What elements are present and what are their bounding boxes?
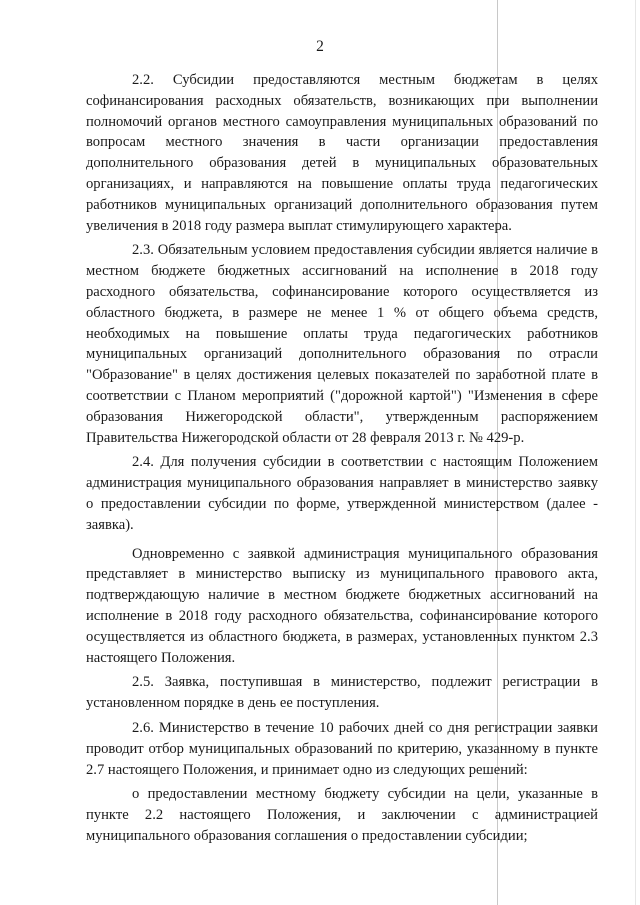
paragraph-2-5: 2.5. Заявка, поступившая в министерство, подлежит регистрации в установленном порядке в день ее поступления. — [86, 674, 598, 712]
document-body — [86, 70, 598, 851]
paragraph-decision-item: о предоставлении местному бюджету субсидии на цели, указанные в пункте 2.2 настоящего Положения, и заключении с администрацией муниципального образования соглашения о предоставлении субсидии; — [86, 786, 598, 844]
paragraph-2-2: 2.2. Субсидии предоставляются местным бюджетам в целях софинансирования расходных обязательств, возникающих при выполнении полномочий органов местного самоуправления муниципальных образований по вопросам местного значения в части организации предоставления дополнительного образования детей в муниципальных образовательных организациях, и направляются на повышение оплаты труда педагогических работников муниципальных организаций дополнительного образования путем увеличения в 2018 году размера выплат стимулирующего характера. — [86, 72, 598, 234]
page-number: 2 — [316, 38, 324, 55]
paragraph-2-4: 2.4. Для получения субсидии в соответствии с настоящим Положением администрация муниципального образования направляет в министерство заявку о предоставлении субсидии по форме, утвержденной министерством (далее - заявка). — [86, 454, 598, 533]
paragraph-simultaneously: Одновременно с заявкой администрация муниципального образования представляет в министерство выписку из муниципального правового акта, подтверждающую наличие в местном бюджете бюджетных ассигнований на исполнение в 2018 году расходного обязательства, софинансирование которого осуществляется из областного бюджета, в размерах, установленных пунктом 2.3 настоящего Положения. — [86, 545, 598, 666]
paragraph-2-6: 2.6. Министерство в течение 10 рабочих дней со дня регистрации заявки проводит отбор муниципальных образований по критерию, указанному в пункте 2.7 настоящего Положения, и принимает одно из следующих решений: — [86, 719, 598, 778]
scan-artifact-line — [635, 0, 636, 905]
paragraph-2-3: 2.3. Обязательным условием предоставления субсидии является наличие в местном бюджете бюджетных ассигнований на исполнение в 2018 году расходного обязательства, софинансирование которого осуществляется из областного бюджета, в размере не менее 1 % от общего объема средств, необходимых на повышение оплаты труда педагогических работников муниципальных организаций дополнительного образования по отрасли "Образование" в целях достижения целевых показателей по заработной плате в соответствии с Планом мероприятий ("дорожной картой") "Изменения в сфере образования Нижегородской области", утвержденным распоряжением Правительства Нижегородской области от 28 февраля 2013 г. № 429-р. — [86, 242, 598, 446]
